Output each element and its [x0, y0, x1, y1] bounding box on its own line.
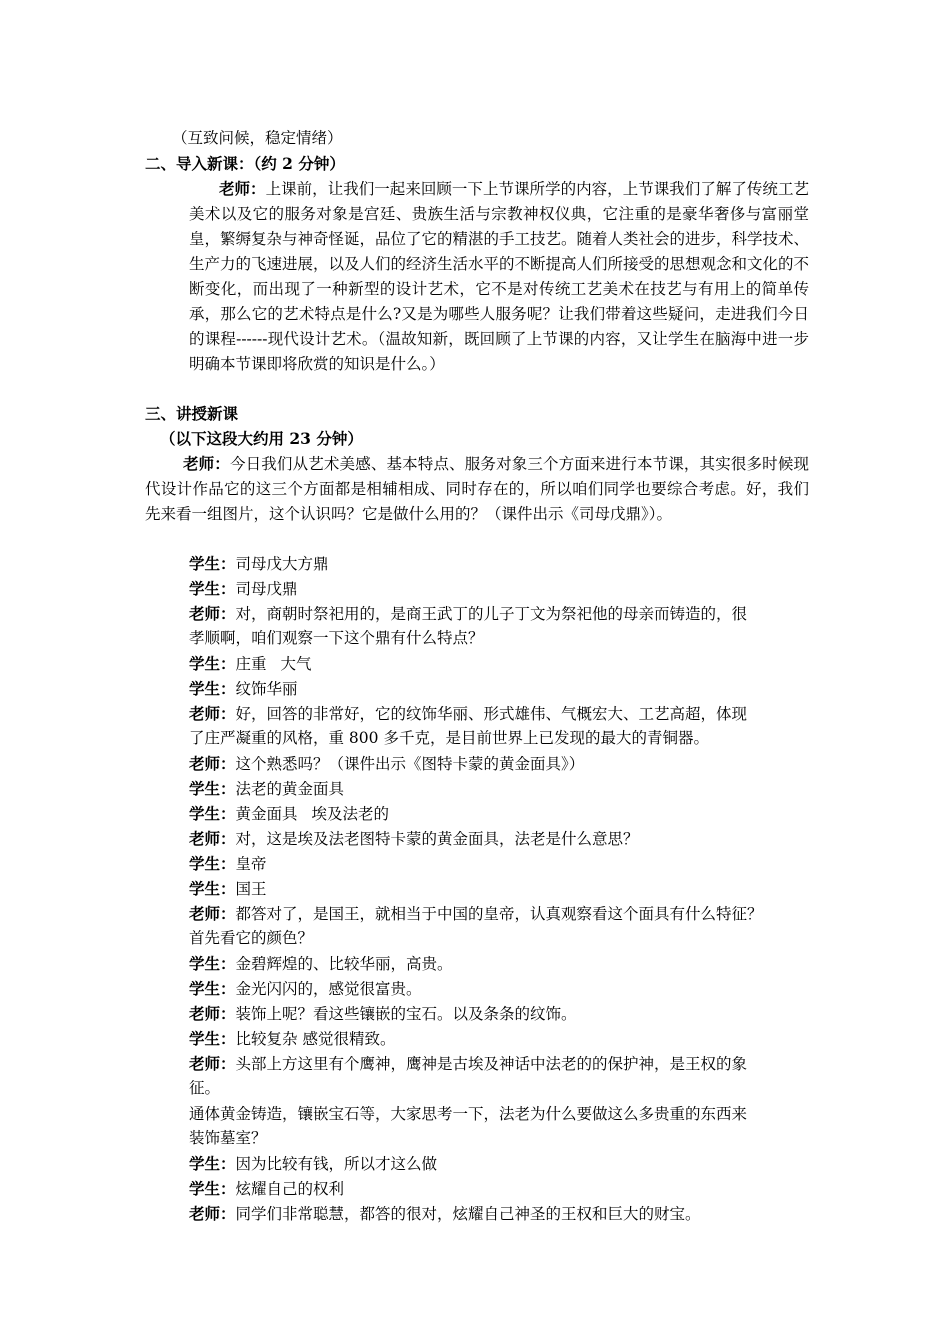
- dialogue-line: 学生：皇帝: [189, 854, 267, 873]
- dialogue-line: 通体黄金铸造，镶嵌宝石等，大家思考一下，法老为什么要做这么多贵重的东西来: [189, 1105, 748, 1123]
- section2-paragraph: [189, 176, 809, 377]
- dialogue-line: 老师：同学们非常聪慧，都答的很对，炫耀自己神圣的王权和巨大的财宝。: [189, 1204, 701, 1223]
- dialogue-continuation: 孝顺啊，咱们观察一下这个鼎有什么特点？: [189, 629, 484, 647]
- paragraph-text: 上课前，让我们一起来回顾一下上节课所学的内容，上节课我们了解了传统工艺美术以及它的服务对象是宫廷、贵族生活与宗教神权仪典，它注重的是豪华奢侈与富丽堂皇，繁缛复杂与神奇怪诞，品位了它的精湛的手工技艺。随着人类社会的进步，科学技术、生产力的飞速进展，以及人们的经济生活水平的不断提高人们所接受的思想观念和文化的不断变化，而出现了一种新型的设计艺术，它不是对传统工艺美术在技艺与有用上的简单传承，那么它的艺术特点是什么?又是为哪些人服务呢？让我们带着这些疑问，走进我们今日的课程------现代设计艺术。（温故知新，既回顾了上节课的内容，又让学生在脑海中进一步明确本节课即将欣赏的知识是什么。）: [189, 180, 810, 373]
- dialogue-line: 老师：装饰上呢？看这些镶嵌的宝石。以及条条的纹饰。: [189, 1004, 577, 1023]
- dialogue-line: 学生：庄重 大气: [189, 654, 312, 673]
- dialogue-line: 学生：司母戊大方鼎: [189, 554, 329, 573]
- dialogue-line: 学生：金光闪闪的，感觉很富贵。: [189, 979, 422, 998]
- paragraph-text: 今日我们从艺术美感、基本特点、服务对象三个方面来进行本节课，其实很多时候现代设计作品它的这三个方面都是相辅相成、同时存在的，所以咱们同学也要综合考虑。好，我们先来看一组图片，这个认识吗？它是做什么用的？（课件出示《司母戊鼎》）。: [145, 455, 809, 523]
- speaker-label: 老师：: [219, 179, 266, 198]
- dialogue-continuation: 了庄严凝重的风格，重 800 多千克，是目前世界上已发现的最大的青铜器。: [189, 729, 709, 747]
- dialogue-continuation: 装饰墓室？: [189, 1129, 267, 1147]
- dialogue-line: 学生：炫耀自己的权利: [189, 1179, 345, 1198]
- intro-note: （互致问候，稳定情绪）: [172, 129, 343, 147]
- speaker-label: 老师：: [183, 454, 230, 473]
- dialogue-line: 老师：好，回答的非常好，它的纹饰华丽、形式雄伟、气概宏大、工艺高超，体现: [189, 704, 748, 723]
- dialogue-continuation: 首先看它的颜色？: [189, 929, 314, 947]
- dialogue-line: 老师：对，商朝时祭祀用的，是商王武丁的儿子丁文为祭祀他的母亲而铸造的，很: [189, 604, 748, 623]
- section2-heading: 二、导入新课：（约 2 分钟）: [145, 154, 345, 173]
- dialogue-line: 学生：纹饰华丽: [189, 679, 298, 698]
- section3-intro-paragraph: [145, 451, 809, 527]
- dialogue-line: 老师：对，这是埃及法老图特卡蒙的黄金面具，法老是什么意思？: [189, 829, 639, 848]
- dialogue-line: 学生：国王: [189, 879, 267, 898]
- section3-heading: 三、讲授新课: [145, 404, 239, 423]
- dialogue-continuation: 征。: [189, 1079, 221, 1097]
- dialogue-line: 学生：法老的黄金面具: [189, 779, 345, 798]
- section3-timing: （以下这段大约用 23 分钟）: [160, 429, 363, 448]
- dialogue-line: 学生：司母戊鼎: [189, 579, 298, 598]
- dialogue-line: 老师：头部上方这里有个鹰神，鹰神是古埃及神话中法老的的保护神，是王权的象: [189, 1054, 748, 1073]
- dialogue-line: 学生：金碧辉煌的、比较华丽，高贵。: [189, 954, 453, 973]
- dialogue-line: 学生：黄金面具 埃及法老的: [189, 804, 390, 823]
- dialogue-line: 老师：这个熟悉吗？（课件出示《图特卡蒙的黄金面具》）: [189, 754, 585, 773]
- dialogue-line: 学生：比较复杂 感觉很精致。: [189, 1029, 396, 1048]
- dialogue-line: 学生：因为比较有钱，所以才这么做: [189, 1154, 438, 1173]
- dialogue-line: 老师：都答对了，是国王，就相当于中国的皇帝，认真观察看这个面具有什么特征？: [189, 904, 763, 923]
